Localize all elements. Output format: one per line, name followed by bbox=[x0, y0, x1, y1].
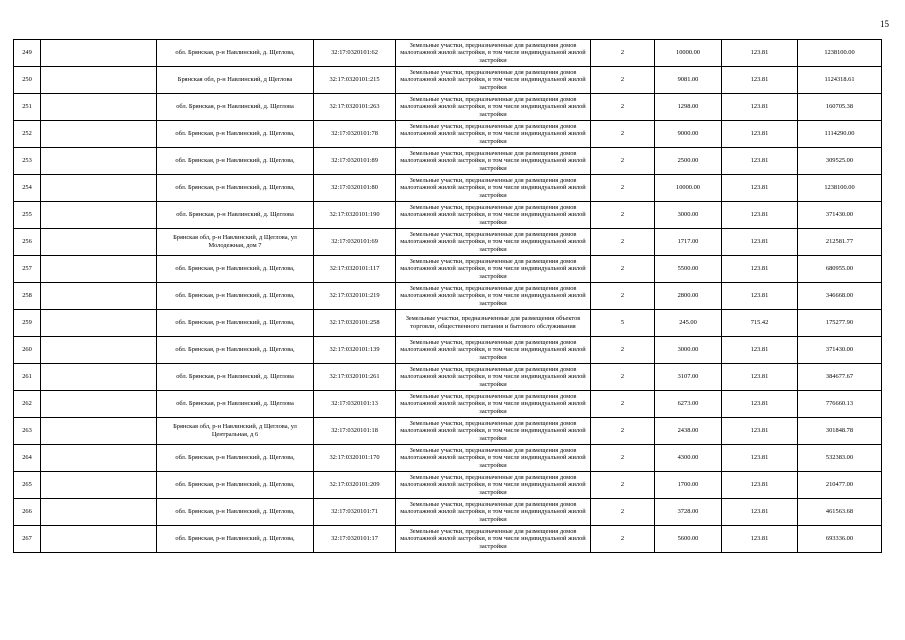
specific-value-cell: 123.81 bbox=[722, 94, 798, 121]
row-number-cell: 249 bbox=[14, 40, 41, 67]
specific-value-cell: 123.81 bbox=[722, 472, 798, 499]
specific-value-cell: 123.81 bbox=[722, 121, 798, 148]
land-use-cell: Земельные участки, предназначенные для размещения домов малоэтажной жилой застройки, в том числе индивидуальной жилой застройки bbox=[396, 472, 591, 499]
empty-cell bbox=[41, 121, 157, 148]
area-cell: 10000.00 bbox=[655, 175, 722, 202]
area-cell: 5500.00 bbox=[655, 256, 722, 283]
specific-value-cell: 715.42 bbox=[722, 310, 798, 337]
empty-cell bbox=[41, 526, 157, 553]
group-cell: 2 bbox=[591, 445, 655, 472]
area-cell: 2800.00 bbox=[655, 283, 722, 310]
cadastral-value-cell: 309525.00 bbox=[798, 148, 882, 175]
address-cell: обл. Брянская, р-н Навлинский, д. Щеглова, bbox=[157, 40, 314, 67]
address-cell: обл. Брянская, р-н Навлинский, д. Щеглова, bbox=[157, 445, 314, 472]
land-use-cell: Земельные участки, предназначенные для размещения домов малоэтажной жилой застройки, в том числе индивидуальной жилой застройки bbox=[396, 499, 591, 526]
specific-value-cell: 123.81 bbox=[722, 391, 798, 418]
land-use-cell: Земельные участки, предназначенные для размещения домов малоэтажной жилой застройки, в том числе индивидуальной жилой застройки bbox=[396, 337, 591, 364]
cadastral-number-cell: 32:17:0320101:258 bbox=[314, 310, 396, 337]
address-cell: Брянская обл, р-н Навлинский, д Щеглова, ул Молодежная, дом 7 bbox=[157, 229, 314, 256]
specific-value-cell: 123.81 bbox=[722, 175, 798, 202]
specific-value-cell: 123.81 bbox=[722, 148, 798, 175]
area-cell: 10000.00 bbox=[655, 40, 722, 67]
address-cell: обл. Брянская, р-н Навлинский, д. Щеглова, bbox=[157, 337, 314, 364]
area-cell: 1298.00 bbox=[655, 94, 722, 121]
row-number-cell: 257 bbox=[14, 256, 41, 283]
empty-cell bbox=[41, 229, 157, 256]
cadastral-value-table bbox=[13, 39, 882, 553]
row-number-cell: 253 bbox=[14, 148, 41, 175]
land-use-cell: Земельные участки, предназначенные для размещения домов малоэтажной жилой застройки, в том числе индивидуальной жилой застройки bbox=[396, 418, 591, 445]
cadastral-number-cell: 32:17:0320101:139 bbox=[314, 337, 396, 364]
specific-value-cell: 123.81 bbox=[722, 283, 798, 310]
cadastral-value-cell: 532383.00 bbox=[798, 445, 882, 472]
land-use-cell: Земельные участки, предназначенные для размещения домов малоэтажной жилой застройки, в том числе индивидуальной жилой застройки bbox=[396, 445, 591, 472]
group-cell: 2 bbox=[591, 499, 655, 526]
row-number-cell: 252 bbox=[14, 121, 41, 148]
group-cell: 2 bbox=[591, 148, 655, 175]
table-row bbox=[14, 391, 882, 418]
row-number-cell: 265 bbox=[14, 472, 41, 499]
address-cell: обл. Брянская, р-н Навлинский, д. Щеглова, bbox=[157, 283, 314, 310]
table-row bbox=[14, 40, 882, 67]
land-use-cell: Земельные участки, предназначенные для размещения домов малоэтажной жилой застройки, в том числе индивидуальной жилой застройки bbox=[396, 526, 591, 553]
land-use-cell: Земельные участки, предназначенные для размещения объектов торговли, общественного питания и бытового обслуживания bbox=[396, 310, 591, 337]
group-cell: 2 bbox=[591, 40, 655, 67]
cadastral-number-cell: 32:17:0320101:170 bbox=[314, 445, 396, 472]
row-number-cell: 254 bbox=[14, 175, 41, 202]
empty-cell bbox=[41, 256, 157, 283]
row-number-cell: 266 bbox=[14, 499, 41, 526]
table-row bbox=[14, 67, 882, 94]
cadastral-number-cell: 32:17:0320101:80 bbox=[314, 175, 396, 202]
area-cell: 2438.00 bbox=[655, 418, 722, 445]
table-row bbox=[14, 364, 882, 391]
empty-cell bbox=[41, 40, 157, 67]
specific-value-cell: 123.81 bbox=[722, 67, 798, 94]
table-row bbox=[14, 202, 882, 229]
land-use-cell: Земельные участки, предназначенные для размещения домов малоэтажной жилой застройки, в том числе индивидуальной жилой застройки bbox=[396, 40, 591, 67]
empty-cell bbox=[41, 175, 157, 202]
specific-value-cell: 123.81 bbox=[722, 337, 798, 364]
row-number-cell: 264 bbox=[14, 445, 41, 472]
cadastral-value-cell: 384677.67 bbox=[798, 364, 882, 391]
cadastral-number-cell: 32:17:0320101:62 bbox=[314, 40, 396, 67]
group-cell: 2 bbox=[591, 418, 655, 445]
cadastral-number-cell: 32:17:0320101:261 bbox=[314, 364, 396, 391]
specific-value-cell: 123.81 bbox=[722, 256, 798, 283]
table-row bbox=[14, 499, 882, 526]
cadastral-value-cell: 210477.00 bbox=[798, 472, 882, 499]
area-cell: 4300.00 bbox=[655, 445, 722, 472]
specific-value-cell: 123.81 bbox=[722, 364, 798, 391]
cadastral-value-cell: 1124318.61 bbox=[798, 67, 882, 94]
cadastral-value-cell: 301848.78 bbox=[798, 418, 882, 445]
group-cell: 5 bbox=[591, 310, 655, 337]
empty-cell bbox=[41, 445, 157, 472]
empty-cell bbox=[41, 310, 157, 337]
group-cell: 2 bbox=[591, 256, 655, 283]
specific-value-cell: 123.81 bbox=[722, 499, 798, 526]
address-cell: обл. Брянская, р-н Навлинский, д. Щеглова bbox=[157, 391, 314, 418]
area-cell: 3107.00 bbox=[655, 364, 722, 391]
cadastral-value-cell: 680955.00 bbox=[798, 256, 882, 283]
row-number-cell: 260 bbox=[14, 337, 41, 364]
empty-cell bbox=[41, 472, 157, 499]
land-use-cell: Земельные участки, предназначенные для размещения домов малоэтажной жилой застройки, в том числе индивидуальной жилой застройки bbox=[396, 391, 591, 418]
cadastral-value-cell: 461563.68 bbox=[798, 499, 882, 526]
cadastral-number-cell: 32:17:0320101:17 bbox=[314, 526, 396, 553]
area-cell: 1700.00 bbox=[655, 472, 722, 499]
table-row bbox=[14, 121, 882, 148]
address-cell: обл. Брянская, р-н Навлинский, д. Щеглова, bbox=[157, 256, 314, 283]
area-cell: 3728.00 bbox=[655, 499, 722, 526]
specific-value-cell: 123.81 bbox=[722, 40, 798, 67]
specific-value-cell: 123.81 bbox=[722, 445, 798, 472]
cadastral-number-cell: 32:17:0320101:263 bbox=[314, 94, 396, 121]
cadastral-number-cell: 32:17:0320101:89 bbox=[314, 148, 396, 175]
row-number-cell: 256 bbox=[14, 229, 41, 256]
cadastral-value-cell: 1238100.00 bbox=[798, 40, 882, 67]
address-cell: обл. Брянская, р-н Навлинский, д. Щеглова bbox=[157, 202, 314, 229]
empty-cell bbox=[41, 283, 157, 310]
group-cell: 2 bbox=[591, 94, 655, 121]
address-cell: Брянская обл, р-н Навлинский, д Щеглова bbox=[157, 67, 314, 94]
address-cell: обл. Брянская, р-н Навлинский, д. Щеглова bbox=[157, 364, 314, 391]
address-cell: обл. Брянская, р-н Навлинский, д. Щеглова, bbox=[157, 526, 314, 553]
table-row bbox=[14, 256, 882, 283]
table-body bbox=[14, 40, 882, 553]
land-use-cell: Земельные участки, предназначенные для размещения домов малоэтажной жилой застройки, в том числе индивидуальной жилой застройки bbox=[396, 94, 591, 121]
row-number-cell: 262 bbox=[14, 391, 41, 418]
land-use-cell: Земельные участки, предназначенные для размещения домов малоэтажной жилой застройки, в том числе индивидуальной жилой застройки bbox=[396, 283, 591, 310]
empty-cell bbox=[41, 148, 157, 175]
empty-cell bbox=[41, 364, 157, 391]
area-cell: 2500.00 bbox=[655, 148, 722, 175]
row-number-cell: 258 bbox=[14, 283, 41, 310]
cadastral-number-cell: 32:17:0320101:219 bbox=[314, 283, 396, 310]
group-cell: 2 bbox=[591, 391, 655, 418]
page-number: 15 bbox=[880, 19, 889, 29]
specific-value-cell: 123.81 bbox=[722, 418, 798, 445]
address-cell: обл. Брянская, р-н Навлинский, д. Щеглова, bbox=[157, 472, 314, 499]
cadastral-number-cell: 32:17:0320101:13 bbox=[314, 391, 396, 418]
group-cell: 2 bbox=[591, 283, 655, 310]
address-cell: обл. Брянская, р-н Навлинский, д. Щеглова, bbox=[157, 148, 314, 175]
specific-value-cell: 123.81 bbox=[722, 526, 798, 553]
cadastral-value-cell: 693336.00 bbox=[798, 526, 882, 553]
empty-cell bbox=[41, 67, 157, 94]
address-cell: обл. Брянская, р-н Навлинский, д. Щеглова, bbox=[157, 499, 314, 526]
row-number-cell: 263 bbox=[14, 418, 41, 445]
row-number-cell: 255 bbox=[14, 202, 41, 229]
table-row bbox=[14, 445, 882, 472]
empty-cell bbox=[41, 202, 157, 229]
cadastral-number-cell: 32:17:0320101:209 bbox=[314, 472, 396, 499]
address-cell: обл. Брянская, р-н Навлинский, д. Щеглова, bbox=[157, 121, 314, 148]
row-number-cell: 251 bbox=[14, 94, 41, 121]
address-cell: обл. Брянская, р-н Навлинский, д. Щеглова, bbox=[157, 310, 314, 337]
cadastral-value-cell: 175277.90 bbox=[798, 310, 882, 337]
group-cell: 2 bbox=[591, 526, 655, 553]
empty-cell bbox=[41, 337, 157, 364]
table-row bbox=[14, 310, 882, 337]
row-number-cell: 261 bbox=[14, 364, 41, 391]
group-cell: 2 bbox=[591, 121, 655, 148]
land-use-cell: Земельные участки, предназначенные для размещения домов малоэтажной жилой застройки, в том числе индивидуальной жилой застройки bbox=[396, 256, 591, 283]
land-use-cell: Земельные участки, предназначенные для размещения домов малоэтажной жилой застройки, в том числе индивидуальной жилой застройки bbox=[396, 229, 591, 256]
cadastral-number-cell: 32:17:0320101:117 bbox=[314, 256, 396, 283]
cadastral-number-cell: 32:17:0320101:69 bbox=[314, 229, 396, 256]
row-number-cell: 250 bbox=[14, 67, 41, 94]
area-cell: 6273.00 bbox=[655, 391, 722, 418]
cadastral-value-cell: 1114290.00 bbox=[798, 121, 882, 148]
empty-cell bbox=[41, 391, 157, 418]
area-cell: 5600.00 bbox=[655, 526, 722, 553]
group-cell: 2 bbox=[591, 175, 655, 202]
land-use-cell: Земельные участки, предназначенные для размещения домов малоэтажной жилой застройки, в том числе индивидуальной жилой застройки bbox=[396, 121, 591, 148]
area-cell: 1717.00 bbox=[655, 229, 722, 256]
address-cell: обл. Брянская, р-н Навлинский, д. Щеглова, bbox=[157, 175, 314, 202]
group-cell: 2 bbox=[591, 67, 655, 94]
specific-value-cell: 123.81 bbox=[722, 202, 798, 229]
cadastral-value-cell: 1238100.00 bbox=[798, 175, 882, 202]
cadastral-number-cell: 32:17:0320101:71 bbox=[314, 499, 396, 526]
table-row bbox=[14, 418, 882, 445]
land-use-cell: Земельные участки, предназначенные для размещения домов малоэтажной жилой застройки, в том числе индивидуальной жилой застройки bbox=[396, 202, 591, 229]
table-row bbox=[14, 472, 882, 499]
land-use-cell: Земельные участки, предназначенные для размещения домов малоэтажной жилой застройки, в том числе индивидуальной жилой застройки bbox=[396, 67, 591, 94]
table-row bbox=[14, 229, 882, 256]
cadastral-value-cell: 371430.00 bbox=[798, 202, 882, 229]
table-row bbox=[14, 94, 882, 121]
cadastral-number-cell: 32:17:0320101:190 bbox=[314, 202, 396, 229]
address-cell: обл. Брянская, р-н Навлинский, д. Щеглова bbox=[157, 94, 314, 121]
area-cell: 3000.00 bbox=[655, 337, 722, 364]
group-cell: 2 bbox=[591, 229, 655, 256]
cadastral-number-cell: 32:17:0320101:215 bbox=[314, 67, 396, 94]
table-row bbox=[14, 283, 882, 310]
group-cell: 2 bbox=[591, 364, 655, 391]
cadastral-number-cell: 32:17:0320101:78 bbox=[314, 121, 396, 148]
land-use-cell: Земельные участки, предназначенные для размещения домов малоэтажной жилой застройки, в том числе индивидуальной жилой застройки bbox=[396, 364, 591, 391]
address-cell: Брянская обл, р-н Навлинский, д Щеглова, ул Центральная, д 6 bbox=[157, 418, 314, 445]
row-number-cell: 267 bbox=[14, 526, 41, 553]
group-cell: 2 bbox=[591, 202, 655, 229]
area-cell: 245.00 bbox=[655, 310, 722, 337]
land-use-cell: Земельные участки, предназначенные для размещения домов малоэтажной жилой застройки, в том числе индивидуальной жилой застройки bbox=[396, 148, 591, 175]
cadastral-value-cell: 346668.00 bbox=[798, 283, 882, 310]
cadastral-number-cell: 32:17:0320101:18 bbox=[314, 418, 396, 445]
empty-cell bbox=[41, 94, 157, 121]
empty-cell bbox=[41, 499, 157, 526]
cadastral-value-cell: 371430.00 bbox=[798, 337, 882, 364]
land-use-cell: Земельные участки, предназначенные для размещения домов малоэтажной жилой застройки, в том числе индивидуальной жилой застройки bbox=[396, 175, 591, 202]
row-number-cell: 259 bbox=[14, 310, 41, 337]
table-row bbox=[14, 148, 882, 175]
cadastral-value-cell: 212581.77 bbox=[798, 229, 882, 256]
table-row bbox=[14, 337, 882, 364]
group-cell: 2 bbox=[591, 337, 655, 364]
table-row bbox=[14, 526, 882, 553]
group-cell: 2 bbox=[591, 472, 655, 499]
area-cell: 9000.00 bbox=[655, 121, 722, 148]
specific-value-cell: 123.81 bbox=[722, 229, 798, 256]
empty-cell bbox=[41, 418, 157, 445]
area-cell: 9081.00 bbox=[655, 67, 722, 94]
area-cell: 3000.00 bbox=[655, 202, 722, 229]
table-row bbox=[14, 175, 882, 202]
cadastral-value-cell: 776660.13 bbox=[798, 391, 882, 418]
cadastral-value-cell: 160705.38 bbox=[798, 94, 882, 121]
